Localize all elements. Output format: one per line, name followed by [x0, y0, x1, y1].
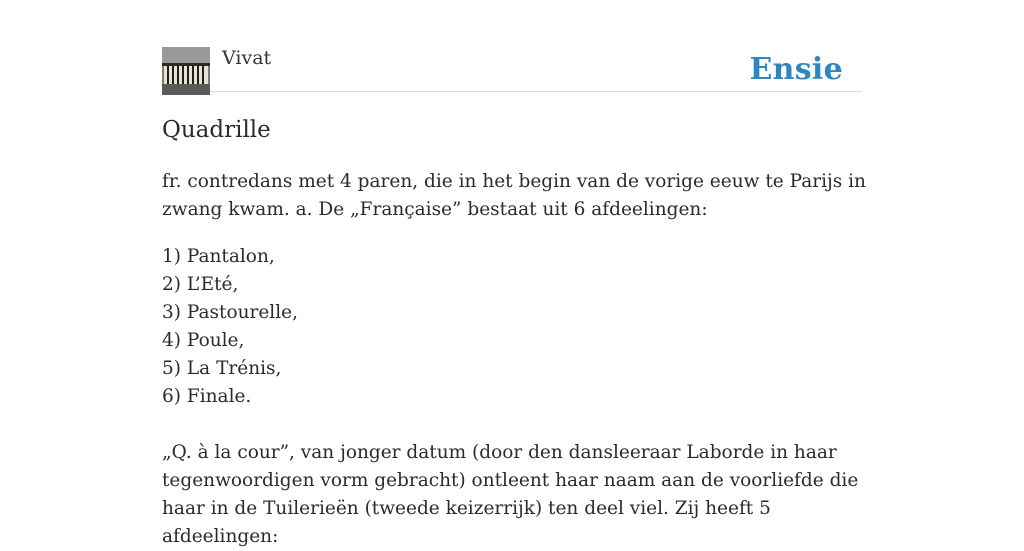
- paragraph-intro: fr. contredans met 4 paren, die in het begin van de vorige eeuw te Parijs in zwang kwam. a. De „Française” bestaat uit 6 afdeelingen:: [162, 171, 866, 220]
- avatar[interactable]: [162, 47, 210, 95]
- list-item: 4) Poule,: [162, 330, 245, 351]
- header: [162, 0, 862, 92]
- author-name[interactable]: Vivat: [222, 47, 272, 69]
- list-item: 2) L’Eté,: [162, 274, 239, 295]
- list-item: 6) Finale.: [162, 386, 252, 407]
- list-item: 1) Pantalon,: [162, 246, 275, 267]
- book-spines-avatar-icon: [162, 47, 210, 95]
- brand-logo[interactable]: Ensie: [749, 52, 843, 87]
- article-container: [162, 0, 866, 547]
- paragraph-quadrille-cour: „Q. à la cour”, van jonger datum (door den dansleeraar Laborde in haar tegenwoordigen vorm gebracht) ontleent haar naam aan de voorliefde die haar in de Tuilerieën (tweede keizerrijk) ten deel viel. Zij heeft 5 afdeelingen:: [162, 442, 859, 547]
- dance-sections-list: [162, 243, 882, 411]
- list-item: 5) La Trénis,: [162, 358, 282, 379]
- list-item: 3) Pastourelle,: [162, 302, 298, 323]
- page-title: Quadrille: [162, 117, 271, 143]
